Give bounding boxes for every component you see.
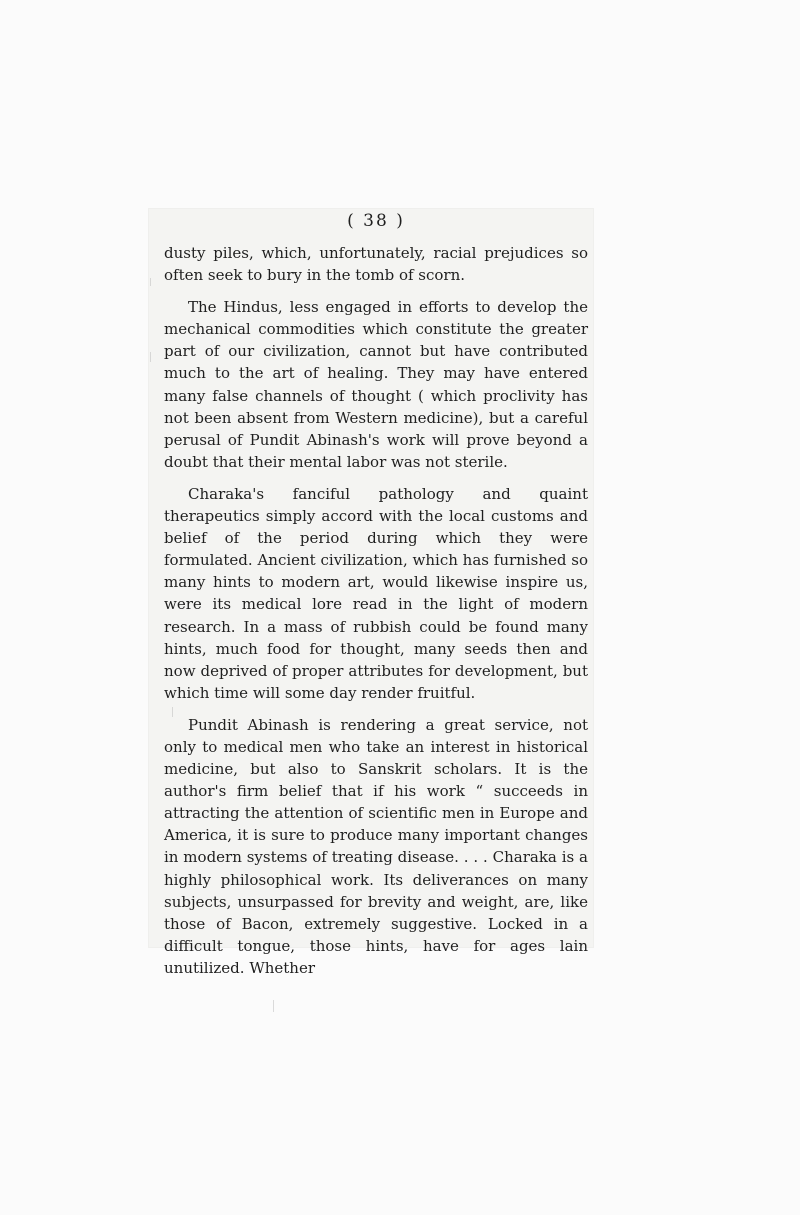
book-page [164, 210, 588, 977]
scan-speck [150, 352, 151, 362]
scan-speck [273, 1000, 274, 1012]
paragraph-pundit-abinash: Pundit Abinash is rendering a great service, not only to medical men who take an interest in historical medicine, but also to Sanskrit scholars. It is the author's firm belief that if his work “ succeeds in attracting the attention of scientific men in Europe and America, it is sure to produce many important changes in modern systems of treating disease. . . . Charaka is a highly philosophical work. Its deliverances on many subjects, unsurpassed for brevity and weight, are, like those of Bacon, extremely suggestive. Locked in a difficult tongue, those hints, have for ages lain unutilized. Whether [164, 715, 588, 977]
paragraph-charaka: Charaka's fanciful pathology and quaint therapeutics simply accord with the local customs and belief of the period during which they were formulated. Ancient civilization, which has furnished so many hints to modern art, would likewise inspire us, were its medical lore read in the light of modern research. In a mass of rubbish could be found many hints, much food for thought, many seeds then and now deprived of proper attributes for development, but which time will some day render fruitful. [164, 484, 588, 702]
paragraph-hindus: The Hindus, less engaged in efforts to develop the mechanical commodities which constitute the greater part of our civilization, cannot but have contributed much to the art of healing. They may have entered many false channels of thought ( which proclivity has not been absent from Western medicine), but a careful perusal of Pundit Abinash's work will prove beyond a doubt that their mental labor was not sterile. [164, 298, 588, 471]
scan-speck [150, 278, 151, 286]
paragraph-continuation: dusty piles, which, unfortunately, racial prejudices so often seek to bury in the tomb of scorn. [164, 244, 588, 285]
page-number: ( 38 ) [347, 211, 405, 231]
